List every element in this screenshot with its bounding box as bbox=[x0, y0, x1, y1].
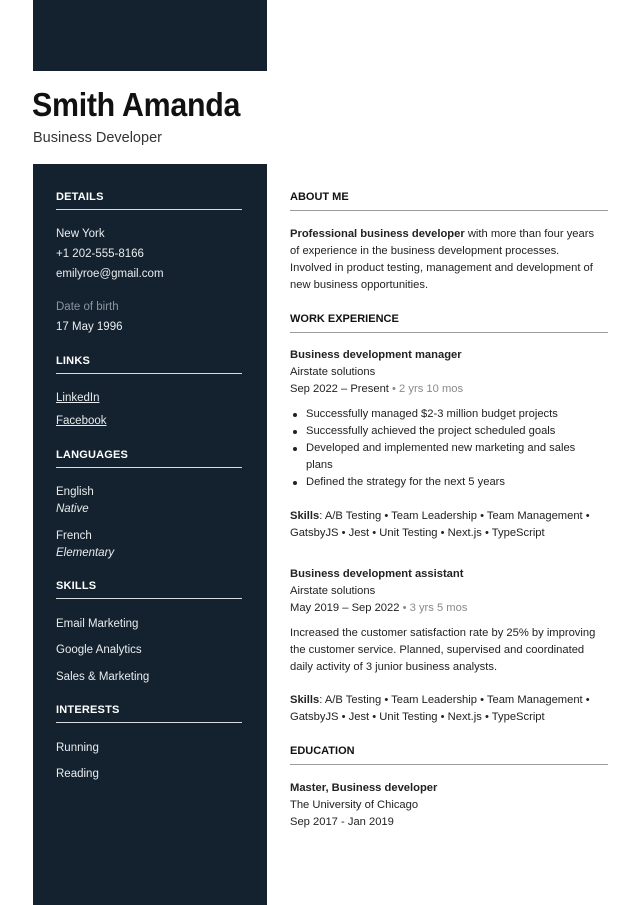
job-company: Airstate solutions bbox=[290, 366, 376, 378]
job-skills bbox=[290, 508, 610, 542]
description-line: Increased the customer satisfaction rate by 25% by improving bbox=[290, 627, 596, 639]
dob-value: 17 May 1996 bbox=[56, 321, 123, 333]
education-degree: Master, Business developer bbox=[290, 782, 438, 794]
job-duration: • 3 yrs 5 mos bbox=[402, 602, 468, 614]
language-level: Elementary bbox=[56, 547, 115, 559]
dob-label: Date of birth bbox=[56, 301, 119, 313]
job-bullets bbox=[290, 406, 610, 457]
details-email: emilyroe@gmail.com bbox=[56, 268, 164, 280]
education-dates: Sep 2017 - Jan 2019 bbox=[290, 816, 394, 828]
job-bullet-continued: plans bbox=[306, 459, 333, 471]
job-dates: Sep 2022 – Present bbox=[290, 383, 389, 395]
about-text bbox=[290, 226, 610, 294]
about-line: Involved in product testing, management and development of bbox=[290, 262, 593, 274]
job-title: Business development assistant bbox=[290, 568, 464, 580]
candidate-role: Business Developer bbox=[33, 130, 162, 146]
job-bullet: Defined the strategy for the next 5 years bbox=[290, 474, 610, 491]
skills-heading: SKILLS bbox=[56, 580, 242, 599]
about-line: new business opportunities. bbox=[290, 279, 429, 291]
description-line: daily activity of 3 junior business analysts. bbox=[290, 661, 498, 673]
skills-label: Skills bbox=[290, 510, 320, 522]
job-description bbox=[290, 625, 610, 676]
languages-heading: LANGUAGES bbox=[56, 449, 242, 468]
skills-line: GatsbyJS • Jest • Unit Testing • Next.js • TypeScript bbox=[290, 527, 545, 539]
skills-line: GatsbyJS • Jest • Unit Testing • Next.js • TypeScript bbox=[290, 711, 545, 723]
job-company: Airstate solutions bbox=[290, 585, 376, 597]
details-heading: DETAILS bbox=[56, 191, 242, 210]
job-bullet: Successfully achieved the project scheduled goals bbox=[290, 423, 610, 440]
about-lead: Professional business developer bbox=[290, 228, 465, 240]
job-bullet: Developed and implemented new marketing and sales bbox=[290, 440, 610, 457]
education-school: The University of Chicago bbox=[290, 799, 419, 811]
about-line: with more than four years bbox=[464, 228, 595, 240]
job-skills bbox=[290, 692, 610, 726]
interest-item: Reading bbox=[56, 768, 99, 780]
link-linkedin[interactable]: LinkedIn bbox=[56, 392, 100, 404]
skills-label: Skills bbox=[290, 694, 320, 706]
job-duration: • 2 yrs 10 mos bbox=[392, 383, 464, 395]
details-city: New York bbox=[56, 228, 105, 240]
skill-item: Google Analytics bbox=[56, 644, 142, 656]
sidebar-top-band bbox=[33, 0, 267, 71]
skills-line: : A/B Testing • Team Leadership • Team Management • bbox=[319, 510, 590, 522]
job-title: Business development manager bbox=[290, 349, 462, 361]
skill-item: Sales & Marketing bbox=[56, 671, 150, 683]
job-block bbox=[290, 347, 610, 398]
education-block bbox=[290, 780, 610, 831]
about-heading: ABOUT ME bbox=[290, 191, 608, 211]
about-line: of experience in the business development processes. bbox=[290, 245, 560, 257]
language-level: Native bbox=[56, 503, 89, 515]
candidate-name: Smith Amanda bbox=[32, 86, 241, 123]
job-bullet: Successfully managed $2-3 million budget projects bbox=[290, 406, 610, 423]
interest-item: Running bbox=[56, 742, 99, 754]
job-block bbox=[290, 566, 610, 617]
skills-line: : A/B Testing • Team Leadership • Team Management • bbox=[319, 694, 590, 706]
work-heading: WORK EXPERIENCE bbox=[290, 313, 608, 333]
language-name: English bbox=[56, 486, 94, 498]
details-phone: +1 202-555-8166 bbox=[56, 248, 144, 260]
education-heading: EDUCATION bbox=[290, 745, 608, 765]
skill-item: Email Marketing bbox=[56, 618, 139, 630]
description-line: the customer service. Planned, supervised and coordinated bbox=[290, 644, 585, 656]
link-facebook[interactable]: Facebook bbox=[56, 415, 107, 427]
job-bullets bbox=[290, 474, 610, 491]
interests-heading: INTERESTS bbox=[56, 704, 242, 723]
job-dates: May 2019 – Sep 2022 bbox=[290, 602, 400, 614]
links-heading: LINKS bbox=[56, 355, 242, 374]
language-name: French bbox=[56, 530, 92, 542]
